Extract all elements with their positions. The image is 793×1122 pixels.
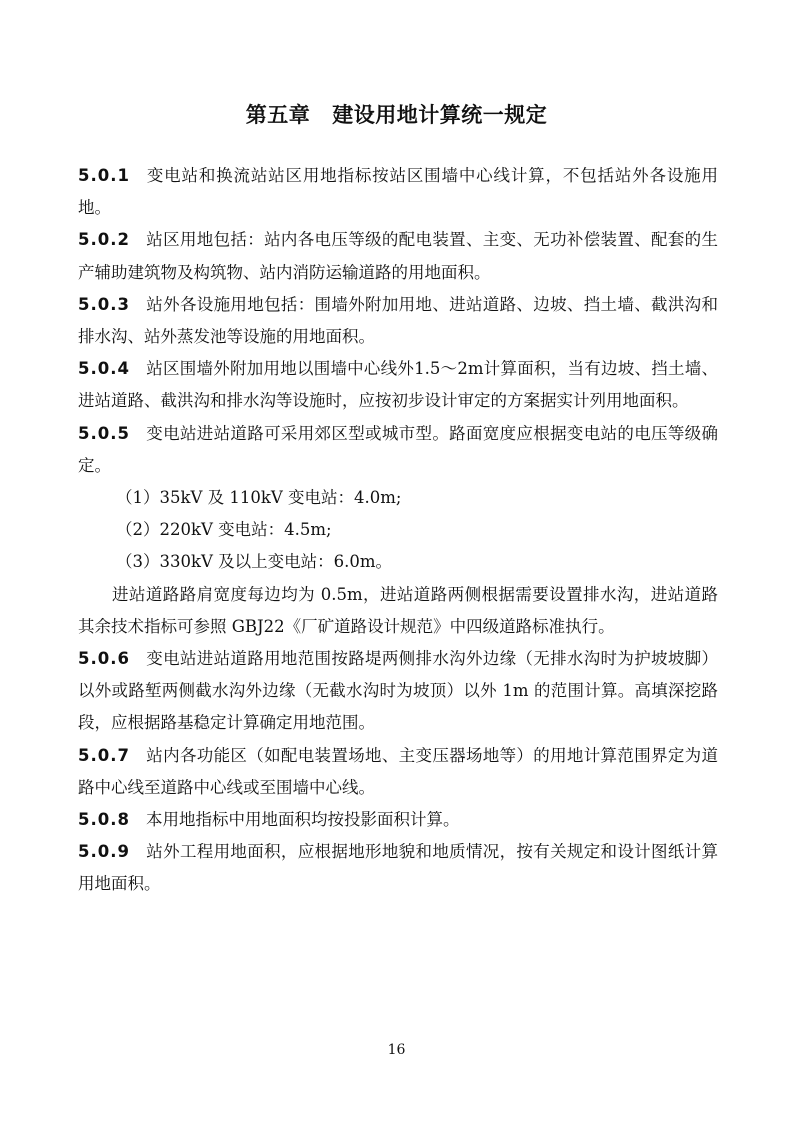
clause-5-0-6 — [78, 643, 718, 740]
clause-number: 5.0.1 — [78, 166, 130, 185]
chapter-number: 第五章 — [245, 102, 311, 128]
clause-number: 5.0.8 — [78, 810, 130, 830]
clause-text: 站内各功能区（如配电装置场地、主变压器场地等）的用地计算范围界定为道路中心线至道路中心线或至围墙中心线。 — [78, 745, 718, 797]
clause-text: 站外各设施用地包括：围墙外附加用地、进站道路、边坡、挡土墙、截洪沟和排水沟、站外蒸发池等设施的用地面积。 — [78, 294, 718, 347]
clause-text: 变电站进站道路用地范围按路堤两侧排水沟外边缘（无排水沟时为护坡坡脚）以外或路堑两侧截水沟外边缘（无截水沟时为坡顶）以外 1m 的范围计算。高填深挖路段，应根据路基稳定计算确定用地范围。 — [78, 649, 718, 733]
clause-5-0-7 — [78, 740, 718, 804]
clause-text: 站外工程用地面积，应根据地形地貌和地质情况，按有关规定和设计图纸计算用地面积。 — [78, 842, 718, 894]
clause-number: 5.0.5 — [78, 423, 130, 443]
road-width-item-3: （3）330kV 及以上变电站：6.0m。 — [116, 552, 393, 572]
road-width-item-2: （2）220kV 变电站：4.5m; — [116, 520, 332, 540]
clause-number: 5.0.7 — [78, 745, 130, 765]
clause-number: 5.0.9 — [78, 842, 130, 862]
clause-5-0-8 — [78, 804, 718, 836]
road-note: 进站道路路肩宽度每边均为 0.5m，进站道路两侧根据需要设置排水沟，进站道路其余技术指标可参照 GBJ22《厂矿道路设计规范》中四级道路标准执行。 — [78, 584, 718, 636]
clause-text: 站区用地包括：站内各电压等级的配电装置、主变、无功补偿装置、配套的生产辅助建筑物及构筑物、站内消防运输道路的用地面积。 — [78, 230, 718, 282]
chapter-title — [0, 99, 793, 129]
clause-text: 变电站和换流站站区用地指标按站区围墙中心线计算，不包括站外各设施用地。 — [78, 166, 718, 218]
clause-number: 5.0.6 — [78, 649, 130, 669]
clause-number: 5.0.3 — [78, 294, 130, 314]
page-number: 16 — [387, 1042, 406, 1058]
clause-5-0-9 — [78, 836, 718, 900]
clause-5-0-4 — [78, 353, 718, 417]
document-body — [78, 160, 718, 901]
clause-5-0-1 — [78, 160, 718, 224]
chapter-name: 建设用地计算统一规定 — [332, 102, 548, 128]
clause-number: 5.0.4 — [78, 359, 130, 379]
clause-number: 5.0.2 — [78, 230, 130, 250]
road-width-item-1: （1）35kV 及 110kV 变电站：4.0m; — [116, 488, 402, 508]
clause-5-0-2 — [78, 224, 718, 288]
clause-text: 本用地指标中用地面积均按投影面积计算。 — [145, 810, 460, 830]
clause-5-0-3 — [78, 289, 718, 353]
clause-5-0-5 — [78, 418, 718, 482]
clause-text: 站区围墙外附加用地以围墙中心线外1.5～2m计算面积，当有边坡、挡土墙、进站道路、截洪沟和排水沟等设施时，应按初步设计审定的方案据实计列用地面积。 — [78, 359, 718, 411]
clause-text: 变电站进站道路可采用郊区型或城市型。路面宽度应根据变电站的电压等级确定。 — [78, 423, 718, 475]
